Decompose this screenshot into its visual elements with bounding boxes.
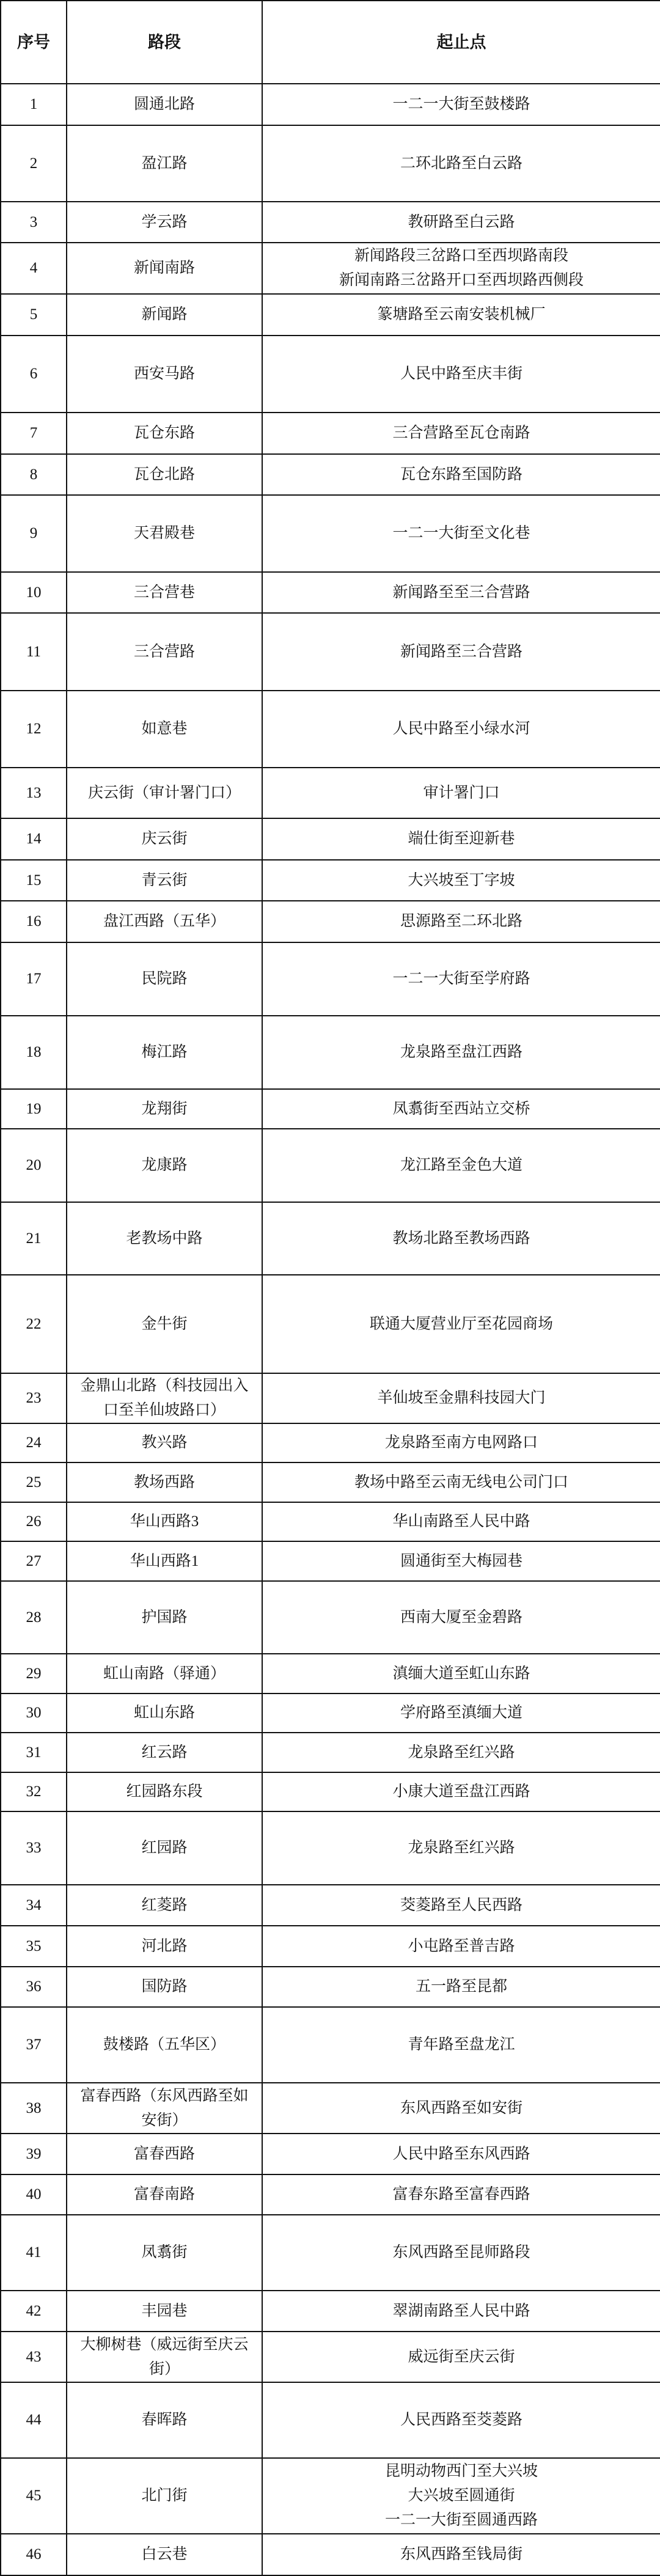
road-text-line: 护国路: [141, 1609, 188, 1626]
cell-range: [262, 1129, 660, 1202]
road-text-line: 学云路: [141, 213, 188, 230]
cell-road: [67, 243, 262, 294]
cell-road: [67, 1202, 262, 1275]
road-text-line: 丰园巷: [141, 2302, 188, 2319]
range-text-line: 端仕街至迎新巷: [408, 831, 515, 847]
range-text-line: 大兴坡至圆通街: [408, 2487, 515, 2504]
cell-no: 34: [1, 1885, 67, 1926]
cell-range: [262, 1089, 660, 1129]
cell-range: [262, 2291, 660, 2332]
cell-road: [67, 1275, 262, 1373]
road-text-line: 红云路: [141, 1744, 188, 1761]
range-text-line: 新闻南路三岔路开口至西坝路西侧段: [339, 272, 584, 288]
range-text-line: 东风西路至钱局街: [400, 2546, 522, 2563]
cell-road: [67, 294, 262, 336]
cell-no: 21: [1, 1202, 67, 1275]
cell-road: [67, 2458, 262, 2534]
table-row: [1, 1967, 660, 2007]
cell-range: [262, 2007, 660, 2083]
road-text-line: 西安马路: [133, 365, 195, 382]
cell-road: [67, 1016, 262, 1089]
cell-road: [67, 860, 262, 901]
cell-range: [262, 202, 660, 243]
cell-road: [67, 2215, 262, 2291]
road-text-line: 鼓楼路（五华区）: [103, 2036, 226, 2053]
table-row: [1, 818, 660, 860]
range-text-line: 一二一大街至文化巷: [392, 525, 530, 541]
road-text-line: 三合营路: [133, 643, 195, 660]
table-row: [1, 572, 660, 613]
road-text-line: 青云街: [141, 872, 188, 889]
road-text-line: 虹山东路: [133, 1704, 195, 1721]
cell-no: 3: [1, 202, 67, 243]
cell-no: 30: [1, 1693, 67, 1733]
cell-range: [262, 243, 660, 294]
cell-range: [262, 1733, 660, 1772]
road-text-line: 新闻南路: [133, 260, 195, 276]
range-text-line: 人民中路至小绿水河: [392, 721, 530, 737]
range-text-line: 凤翥街至西站立交桥: [392, 1100, 530, 1117]
cell-range: [262, 860, 660, 901]
cell-no: 41: [1, 2215, 67, 2291]
table-row: [1, 691, 660, 768]
cell-no: 28: [1, 1581, 67, 1654]
table-row: [1, 1373, 660, 1423]
cell-no: 14: [1, 818, 67, 860]
road-text-line: 盈江路: [141, 155, 188, 172]
table-row: [1, 1462, 660, 1502]
range-text-line: 威远街至庆云街: [408, 2348, 515, 2365]
cell-road: [67, 1423, 262, 1462]
cell-road: [67, 454, 262, 495]
road-text-line: 庆云街: [141, 831, 188, 847]
cell-no: 33: [1, 1811, 67, 1885]
cell-range: [262, 2458, 660, 2534]
cell-road: [67, 125, 262, 202]
table-row: [1, 1654, 660, 1693]
table-row: [1, 2134, 660, 2174]
table-row: [1, 294, 660, 336]
cell-range: [262, 2215, 660, 2291]
cell-range: [262, 2134, 660, 2174]
cell-range: [262, 413, 660, 454]
cell-range: [262, 84, 660, 125]
road-text-line: 梅江路: [141, 1044, 188, 1060]
cell-road: [67, 413, 262, 454]
cell-road: [67, 84, 262, 125]
table-row: [1, 454, 660, 495]
cell-no: 38: [1, 2083, 67, 2134]
cell-no: 40: [1, 2174, 67, 2215]
cell-road: [67, 1967, 262, 2007]
cell-no: 15: [1, 860, 67, 901]
table-row: [1, 942, 660, 1016]
cell-no: 18: [1, 1016, 67, 1089]
cell-no: 46: [1, 2534, 67, 2575]
range-text-line: 大兴坡至丁字坡: [408, 872, 515, 889]
cell-range: [262, 613, 660, 691]
range-text-line: 青年路至盘龙江: [408, 2036, 515, 2053]
cell-road: [67, 2083, 262, 2134]
cell-no: 20: [1, 1129, 67, 1202]
table-row: [1, 1811, 660, 1885]
cell-road: [67, 942, 262, 1016]
road-text-line: 街）: [148, 2360, 180, 2377]
range-text-line: 龙泉路至红兴路: [408, 1840, 515, 1856]
table-row: [1, 495, 660, 572]
cell-road: [67, 691, 262, 768]
range-text-line: 东风西路至昆师路段: [392, 2244, 530, 2261]
cell-road: [67, 1654, 262, 1693]
range-text-line: 人民中路至庆丰街: [400, 365, 522, 382]
cell-road: [67, 2534, 262, 2575]
road-text-line: 虹山南路（驿通）: [103, 1665, 226, 1682]
cell-range: [262, 1541, 660, 1581]
cell-road: [67, 2332, 262, 2382]
table-row: [1, 413, 660, 454]
table-row: [1, 1502, 660, 1541]
cell-no: 35: [1, 1926, 67, 1967]
road-text-line: 圆通北路: [133, 96, 195, 112]
range-text-line: 学府路至滇缅大道: [400, 1704, 522, 1721]
cell-road: [67, 2134, 262, 2174]
range-text-line: 龙江路至金色大道: [400, 1157, 522, 1173]
range-text-line: 茭菱路至人民西路: [400, 1896, 522, 1914]
range-text-line: 教研路至白云路: [408, 213, 515, 230]
cell-no: 13: [1, 768, 67, 818]
cell-range: [262, 336, 660, 413]
road-text-line: 民院路: [141, 971, 188, 987]
cell-road: [67, 2382, 262, 2458]
road-text-line: 庆云街（审计署门口）: [87, 784, 241, 801]
cell-no: 4: [1, 243, 67, 294]
cell-road: [67, 901, 262, 942]
cell-no: 37: [1, 2007, 67, 2083]
cell-road: [67, 336, 262, 413]
table-row: [1, 1129, 660, 1202]
road-text-line: 华山西路3: [130, 1513, 199, 1530]
table-row: [1, 2007, 660, 2083]
cell-no: 5: [1, 294, 67, 336]
cell-no: 45: [1, 2458, 67, 2534]
table-header-row: [1, 1, 660, 84]
cell-range: [262, 2083, 660, 2134]
cell-no: 26: [1, 1502, 67, 1541]
table-row: [1, 2174, 660, 2215]
road-text-line: 金鼎山北路（科技园出入: [80, 1378, 249, 1394]
cell-range: [262, 125, 660, 202]
table-row: [1, 243, 660, 294]
cell-road: [67, 1733, 262, 1772]
range-text-line: 思源路至二环北路: [400, 913, 522, 930]
cell-range: [262, 2534, 660, 2575]
table-row: [1, 1275, 660, 1373]
cell-no: 11: [1, 613, 67, 691]
cell-no: 2: [1, 125, 67, 202]
table-row: [1, 2215, 660, 2291]
cell-no: 39: [1, 2134, 67, 2174]
cell-range: [262, 1462, 660, 1502]
table-row: [1, 860, 660, 901]
road-text-line: 春晖路: [141, 2412, 188, 2428]
cell-range: [262, 1967, 660, 2007]
table-row: [1, 125, 660, 202]
cell-range: [262, 1373, 660, 1423]
table-row: [1, 202, 660, 243]
table-row: [1, 84, 660, 125]
cell-no: 29: [1, 1654, 67, 1693]
cell-road: [67, 818, 262, 860]
range-text-line: 人民中路至东风西路: [392, 2145, 530, 2162]
cell-road: [67, 495, 262, 572]
table-row: [1, 1202, 660, 1275]
cell-no: 12: [1, 691, 67, 768]
cell-range: [262, 818, 660, 860]
cell-no: 25: [1, 1462, 67, 1502]
range-text-line: 龙泉路至红兴路: [408, 1744, 515, 1761]
table-row: [1, 1581, 660, 1654]
road-text-line: 如意巷: [141, 721, 188, 737]
range-text-line: 小康大道至盘江西路: [392, 1783, 530, 1800]
cell-range: [262, 1202, 660, 1275]
range-text-line: 一二一大街至学府路: [392, 971, 530, 987]
cell-range: [262, 768, 660, 818]
cell-no: 19: [1, 1089, 67, 1129]
range-text-line: 二环北路至白云路: [400, 155, 522, 172]
cell-road: [67, 2174, 262, 2215]
range-text-line: 翠湖南路至人民中路: [392, 2302, 530, 2319]
range-text-line: 小屯路至普吉路: [408, 1937, 515, 1954]
road-text-line: 红园路东段: [126, 1783, 203, 1800]
road-text-line: 凤翥街: [141, 2244, 188, 2261]
range-text-line: 一二一大街至圆通西路: [384, 2512, 538, 2528]
cell-no: 10: [1, 572, 67, 613]
table-row: [1, 2534, 660, 2575]
range-text-line: 五一路至昆都: [415, 1978, 507, 1995]
range-text-line: 圆通街至大梅园巷: [400, 1552, 522, 1569]
cell-no: 42: [1, 2291, 67, 2332]
road-text-line: 教场西路: [133, 1473, 195, 1491]
cell-road: [67, 613, 262, 691]
road-text-line: 河北路: [141, 1937, 188, 1954]
range-text-line: 新闻路至至三合营路: [392, 584, 530, 601]
table-row: [1, 768, 660, 818]
range-text-line: 龙泉路至南方电网路口: [384, 1434, 538, 1451]
table-row: [1, 1089, 660, 1129]
road-text-line: 安街）: [141, 2112, 188, 2129]
cell-no: 9: [1, 495, 67, 572]
range-text-line: 滇缅大道至虹山东路: [392, 1665, 530, 1682]
cell-road: [67, 1502, 262, 1541]
cell-range: [262, 942, 660, 1016]
cell-road: [67, 1129, 262, 1202]
cell-range: [262, 1581, 660, 1654]
cell-range: [262, 1811, 660, 1885]
road-text-line: 三合营巷: [133, 584, 195, 601]
cell-range: [262, 1275, 660, 1373]
road-text-line: 国防路: [141, 1978, 188, 1995]
cell-road: [67, 1089, 262, 1129]
cell-road: [67, 202, 262, 243]
range-text-line: 昆明动物西门至大兴坡: [384, 2463, 538, 2479]
cell-range: [262, 1885, 660, 1926]
road-text-line: 新闻路: [141, 306, 188, 323]
cell-range: [262, 495, 660, 572]
table-row: [1, 613, 660, 691]
cell-range: [262, 572, 660, 613]
road-text-line: 富春西路（东风西路至如: [80, 2087, 249, 2104]
header-range: 起止点: [262, 1, 660, 84]
table-row: [1, 2332, 660, 2382]
cell-no: 23: [1, 1373, 67, 1423]
cell-range: [262, 1016, 660, 1089]
range-text-line: 新闻路至三合营路: [400, 643, 522, 660]
cell-road: [67, 2007, 262, 2083]
cell-road: [67, 1885, 262, 1926]
road-text-line: 华山西路1: [130, 1552, 199, 1569]
table-row: [1, 1541, 660, 1581]
table-row: [1, 1016, 660, 1089]
road-text-line: 白云巷: [141, 2546, 188, 2563]
table-row: [1, 2083, 660, 2134]
range-text-line: 新闻路段三岔路口至西坝路南段: [354, 248, 568, 264]
cell-range: [262, 2174, 660, 2215]
cell-range: [262, 454, 660, 495]
table-row: [1, 1885, 660, 1926]
range-text-line: 华山南路至人民中路: [392, 1513, 530, 1530]
cell-road: [67, 1541, 262, 1581]
cell-range: [262, 1926, 660, 1967]
cell-no: 36: [1, 1967, 67, 2007]
cell-range: [262, 1502, 660, 1541]
cell-no: 31: [1, 1733, 67, 1772]
cell-no: 22: [1, 1275, 67, 1373]
table-row: [1, 1733, 660, 1772]
cell-range: [262, 1423, 660, 1462]
road-text-line: 瓦仓北路: [133, 466, 195, 483]
road-text-line: 红菱路: [141, 1896, 188, 1914]
range-text-line: 羊仙坡至金鼎科技园大门: [377, 1390, 546, 1406]
range-text-line: 龙泉路至盘江西路: [400, 1044, 522, 1060]
cell-range: [262, 691, 660, 768]
cell-road: [67, 1811, 262, 1885]
cell-road: [67, 1581, 262, 1654]
cell-no: 24: [1, 1423, 67, 1462]
cell-no: 27: [1, 1541, 67, 1581]
table-row: [1, 1693, 660, 1733]
road-text-line: 口至羊仙坡路口）: [103, 1402, 226, 1418]
table-body: [1, 84, 660, 2575]
cell-road: [67, 1462, 262, 1502]
cell-road: [67, 1772, 262, 1811]
cell-no: 44: [1, 2382, 67, 2458]
road-text-line: 红园路: [141, 1840, 188, 1856]
range-text-line: 教场中路至云南无线电公司门口: [354, 1473, 568, 1491]
cell-no: 43: [1, 2332, 67, 2382]
range-text-line: 教场北路至教场西路: [392, 1230, 530, 1247]
road-text-line: 瓦仓东路: [133, 425, 195, 441]
cell-road: [67, 572, 262, 613]
road-text-line: 老教场中路: [126, 1230, 203, 1247]
cell-range: [262, 1693, 660, 1733]
cell-road: [67, 1926, 262, 1967]
header-road: 路段: [67, 1, 262, 84]
road-text-line: 天君殿巷: [133, 525, 195, 541]
cell-range: [262, 901, 660, 942]
cell-road: [67, 1693, 262, 1733]
range-text-line: 审计署门口: [423, 784, 500, 801]
road-text-line: 大柳树巷（威远街至庆云: [80, 2336, 249, 2353]
range-text-line: 富春东路至富春西路: [392, 2186, 530, 2203]
road-text-line: 北门街: [141, 2487, 188, 2504]
table-row: [1, 2458, 660, 2534]
road-text-line: 龙康路: [141, 1157, 188, 1173]
table-row: [1, 1423, 660, 1462]
road-text-line: 富春南路: [133, 2186, 195, 2203]
table-row: [1, 2291, 660, 2332]
cell-range: [262, 1772, 660, 1811]
cell-range: [262, 2382, 660, 2458]
range-text-line: 瓦仓东路至国防路: [400, 466, 522, 483]
cell-range: [262, 294, 660, 336]
cell-range: [262, 2332, 660, 2382]
table-row: [1, 1772, 660, 1811]
road-text-line: 龙翔街: [141, 1100, 188, 1117]
table-row: [1, 901, 660, 942]
cell-no: 1: [1, 84, 67, 125]
table-row: [1, 1926, 660, 1967]
cell-road: [67, 1373, 262, 1423]
range-text-line: 东风西路至如安街: [400, 2099, 522, 2116]
range-text-line: 人民西路至茭菱路: [400, 2412, 522, 2428]
cell-no: 7: [1, 413, 67, 454]
header-no: 序号: [1, 1, 67, 84]
cell-road: [67, 768, 262, 818]
cell-no: 6: [1, 336, 67, 413]
cell-road: [67, 2291, 262, 2332]
road-text-line: 教兴路: [141, 1434, 188, 1451]
range-text-line: 一二一大街至鼓楼路: [392, 96, 530, 112]
cell-no: 17: [1, 942, 67, 1016]
range-text-line: 篆塘路至云南安装机械厂: [377, 306, 546, 323]
road-text-line: 盘江西路（五华）: [103, 913, 226, 930]
table-row: [1, 336, 660, 413]
range-text-line: 三合营路至瓦仓南路: [392, 425, 530, 441]
cell-no: 32: [1, 1772, 67, 1811]
cell-no: 16: [1, 901, 67, 942]
range-text-line: 西南大厦至金碧路: [400, 1609, 522, 1626]
road-text-line: 金牛街: [141, 1315, 188, 1332]
range-text-line: 联通大厦营业厅至花园商场: [369, 1315, 553, 1332]
table-row: [1, 2382, 660, 2458]
road-text-line: 富春西路: [133, 2145, 195, 2162]
cell-no: 8: [1, 454, 67, 495]
cell-range: [262, 1654, 660, 1693]
